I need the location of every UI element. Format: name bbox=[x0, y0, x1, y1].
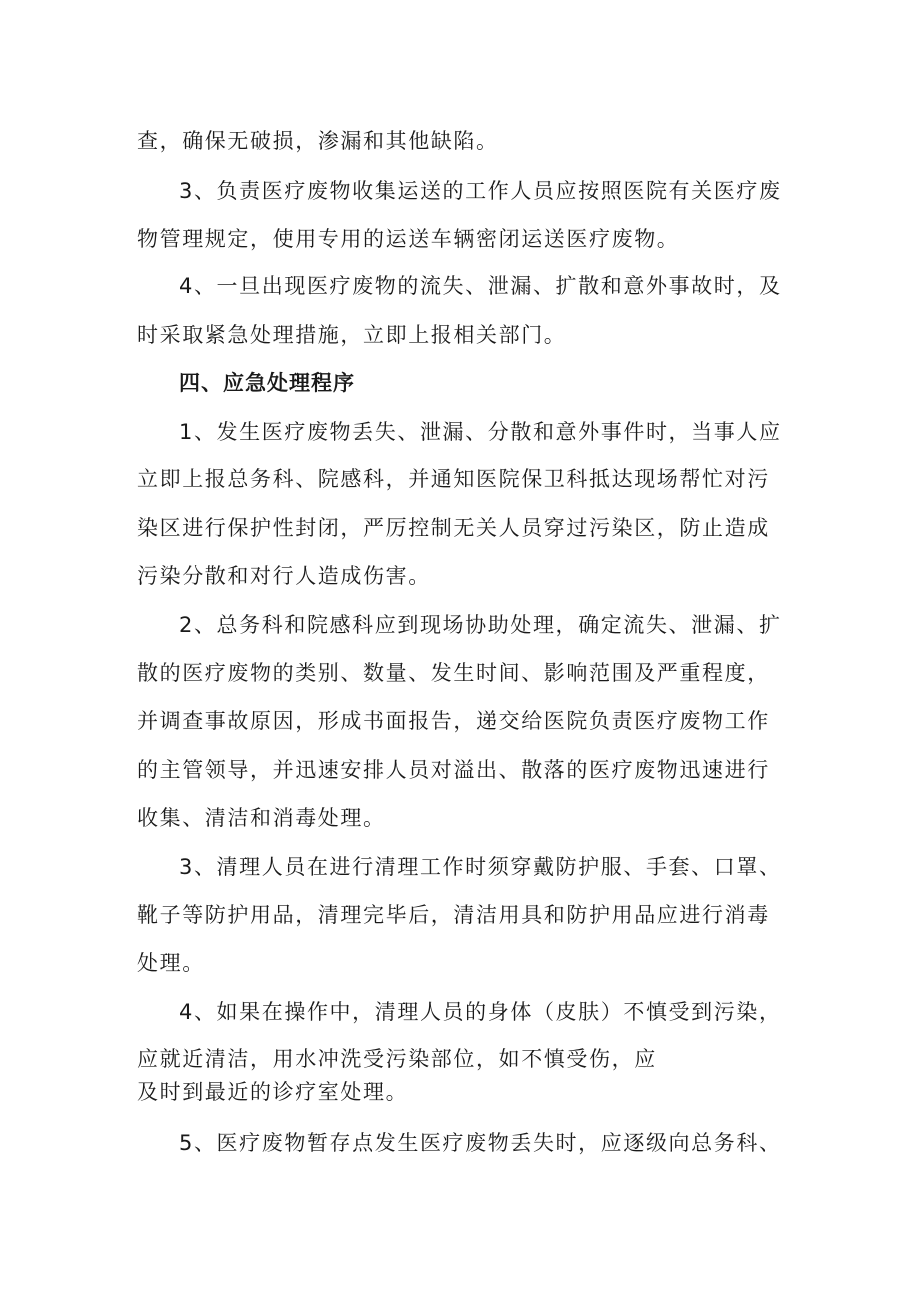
text-line: 立即上报总务科、院感科，并通知医院保卫科抵达现场帮忙对污 bbox=[137, 467, 770, 491]
text-line: 收集、清洁和消毒处理。 bbox=[137, 806, 386, 830]
text-line: 2、总务科和院感科应到现场协助处理，确定流失、泄漏、扩 bbox=[179, 613, 782, 637]
text-line: 1、发生医疗废物丢失、泄漏、分散和意外事件时，当事人应 bbox=[179, 420, 782, 444]
text-line: 3、负责医疗废物收集运送的工作人员应按照医院有关医疗废 bbox=[179, 179, 782, 203]
text-line: 污染分散和对行人造成伤害。 bbox=[137, 564, 431, 588]
text-line: 及时到最近的诊疗室处理。 bbox=[137, 1080, 409, 1104]
text-line: 染区进行保护性封闭，严厉控制无关人员穿过污染区，防止造成 bbox=[137, 516, 770, 540]
text-line: 4、一旦出现医疗废物的流失、泄漏、扩散和意外事故时，及 bbox=[179, 274, 782, 298]
text-line: 时采取紧急处理措施，立即上报相关部门。 bbox=[137, 323, 567, 347]
text-line: 的主管领导，并迅速安排人员对溢出、散落的医疗废物迅速进行 bbox=[137, 758, 770, 782]
text-line: 靴子等防护用品，清理完毕后，清洁用具和防护用品应进行消毒 bbox=[137, 903, 770, 927]
text-line: 并调查事故原因，形成书面报告，递交给医院负责医疗废物工作 bbox=[137, 709, 770, 733]
text-line: 4、如果在操作中，清理人员的身体（皮肤）不慎受到污染， bbox=[179, 1000, 782, 1024]
text-line: 处理。 bbox=[137, 951, 205, 975]
text-line: 散的医疗废物的类别、数量、发生时间、影响范围及严重程度， bbox=[137, 661, 770, 685]
text-line: 物管理规定，使用专用的运送车辆密闭运送医疗废物。 bbox=[137, 227, 680, 251]
text-line: 3、清理人员在进行清理工作时须穿戴防护服、手套、口罩、 bbox=[179, 855, 782, 879]
text-line: 5、医疗废物暂存点发生医疗废物丢失时，应逐级向总务科、 bbox=[179, 1131, 782, 1155]
text-line: 应就近清洁，用水冲洗受污染部位，如不慎受伤，应 bbox=[137, 1047, 657, 1071]
section-heading: 四、应急处理程序 bbox=[179, 371, 355, 395]
text-line: 查，确保无破损，渗漏和其他缺陷。 bbox=[137, 129, 499, 153]
